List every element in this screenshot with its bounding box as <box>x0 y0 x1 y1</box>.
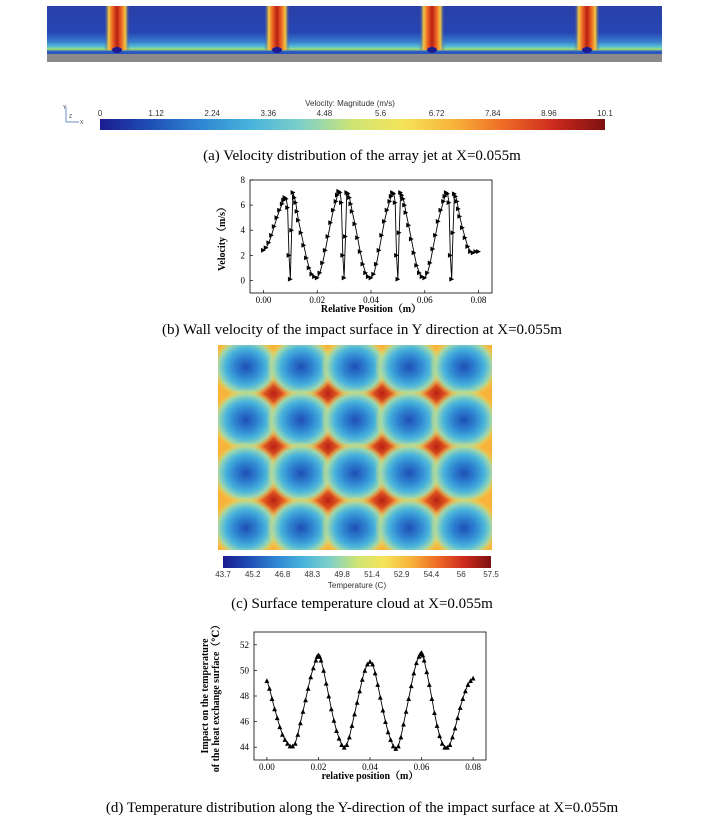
data-point <box>347 735 352 740</box>
caption-b: (b) Wall velocity of the impact surface in Y direction at X=0.055m <box>162 322 562 338</box>
jet-plume <box>104 6 130 50</box>
x-tick-label: 0.04 <box>363 295 379 305</box>
caption-c: (c) Surface temperature cloud at X=0.055m <box>231 596 493 612</box>
data-point <box>406 696 411 701</box>
data-point <box>280 732 285 737</box>
series-line <box>263 191 478 279</box>
velocity-contour-image <box>47 6 662 62</box>
data-point <box>386 729 391 734</box>
velocity-colorbar-tick: 10.1 <box>597 109 613 118</box>
velocity-colorbar-tick: 7.84 <box>484 109 501 118</box>
data-point <box>471 676 476 681</box>
temperature-colorbar-tick: 56 <box>456 570 466 579</box>
x-tick-label: 0.06 <box>416 295 433 305</box>
y-tick-label: 8 <box>240 175 245 185</box>
temperature-colorbar-tick: 46.8 <box>274 570 291 579</box>
data-point <box>429 696 434 701</box>
temperature-colorbar-tick: 45.2 <box>244 570 261 579</box>
data-point <box>414 660 419 665</box>
x-tick-label: 0.02 <box>310 762 327 772</box>
data-point <box>463 688 468 693</box>
data-point <box>344 742 349 747</box>
y-tick-label: 44 <box>240 742 249 753</box>
data-point <box>277 724 282 729</box>
data-point <box>425 271 430 276</box>
velocity-colorbar <box>88 98 628 134</box>
data-point <box>315 276 320 281</box>
data-point <box>401 722 406 727</box>
y-tick-label: 4 <box>240 225 245 236</box>
data-point <box>295 732 300 737</box>
x-tick-label: 0.08 <box>465 762 481 772</box>
wall-strip <box>47 54 662 62</box>
data-point <box>269 233 274 238</box>
data-point <box>274 215 279 220</box>
y-tick-label: 2 <box>240 250 245 261</box>
temperature-colorbar-gradient <box>223 556 491 568</box>
data-point <box>264 678 269 683</box>
data-point <box>463 235 468 240</box>
y-tick-label: 52 <box>240 639 249 650</box>
data-point <box>424 669 429 674</box>
data-point <box>352 712 357 717</box>
temperature-colorbar-title: Temperature (C) <box>327 581 387 590</box>
velocity-colorbar-tick: 2.24 <box>204 109 221 118</box>
x-axis-label: Relative Position（m） <box>320 304 422 315</box>
data-point <box>308 674 313 679</box>
temperature-colorbar <box>212 555 502 591</box>
data-point <box>460 696 465 701</box>
y-tick-label: 48 <box>240 691 249 701</box>
data-point <box>306 686 311 691</box>
data-point <box>435 723 440 728</box>
x-tick-label: 0.00 <box>255 295 272 305</box>
data-point <box>396 744 401 749</box>
velocity-colorbar-tick: 1.12 <box>148 109 164 118</box>
temperature-colorbar-tick: 43.7 <box>215 570 231 579</box>
cold-spot <box>430 389 498 451</box>
data-point <box>301 709 306 714</box>
y-axis-label: Impact on the temperature <box>200 638 211 754</box>
data-point <box>337 736 342 741</box>
data-point <box>440 741 445 746</box>
data-point <box>371 272 376 277</box>
data-point <box>324 681 329 686</box>
data-point <box>326 694 331 699</box>
data-point <box>373 671 378 676</box>
velocity-colorbar-tick: 3.36 <box>260 109 277 118</box>
jet-plume <box>574 6 600 50</box>
data-point <box>422 276 427 281</box>
data-point <box>277 208 282 213</box>
cold-spot <box>430 497 498 559</box>
data-point <box>267 686 272 691</box>
data-point <box>409 683 414 688</box>
data-point <box>339 742 344 747</box>
y-tick-label: 0 <box>240 275 245 286</box>
data-point <box>458 705 463 710</box>
data-point <box>380 708 385 713</box>
data-point <box>383 719 388 724</box>
data-point <box>411 671 416 676</box>
cold-spot <box>430 336 498 398</box>
data-point <box>378 695 383 700</box>
wall-velocity-chart <box>200 172 500 315</box>
y-tick-label: 46 <box>240 716 249 727</box>
data-point <box>298 720 303 725</box>
data-point <box>272 224 277 229</box>
data-point <box>422 658 427 663</box>
data-point <box>450 735 455 740</box>
temperature-colorbar-tick: 52.9 <box>393 570 410 579</box>
cold-spot <box>430 442 498 504</box>
velocity-colorbar-gradient <box>100 119 605 130</box>
data-point <box>388 737 393 742</box>
velocity-colorbar-tick: 5.6 <box>374 109 387 118</box>
jet-plume <box>264 6 290 50</box>
data-point <box>283 737 288 742</box>
temperature-colorbar-tick: 49.8 <box>334 570 350 579</box>
x-tick-label: 0.00 <box>259 762 275 772</box>
data-point <box>391 744 396 749</box>
data-point <box>357 688 362 693</box>
data-point <box>270 696 275 701</box>
x-tick-label: 0.06 <box>413 762 430 772</box>
data-point <box>399 735 404 740</box>
data-point <box>448 742 453 747</box>
x-tick-label: 0.04 <box>362 762 378 772</box>
temperature-distribution-chart <box>196 619 496 790</box>
data-point <box>272 706 277 711</box>
axis-triad-icon <box>62 104 84 126</box>
y-axis-label: Velocity（m/s） <box>217 201 228 272</box>
data-point <box>293 741 298 746</box>
y-tick-label: 50 <box>240 665 249 676</box>
data-point <box>275 715 280 720</box>
data-point <box>453 726 458 731</box>
temperature-colorbar-tick: 57.5 <box>483 570 499 579</box>
data-point <box>350 723 355 728</box>
caption-d: (d) Temperature distribution along the Y-direction of the impact surface at X=0.055m <box>105 800 619 816</box>
y-axis-label: of the heat exchange surface（℃） <box>211 619 222 773</box>
data-point <box>432 710 437 715</box>
velocity-colorbar-tick: 6.72 <box>428 109 445 118</box>
data-point <box>437 733 442 738</box>
y-tick-label: 6 <box>240 200 245 211</box>
data-point <box>329 706 334 711</box>
data-point <box>375 682 380 687</box>
triad-x-label: X <box>80 120 84 126</box>
data-point <box>400 193 405 198</box>
velocity-colorbar-tick: 0 <box>97 109 103 118</box>
velocity-colorbar-tick: 4.48 <box>316 109 333 118</box>
jet-plume <box>419 6 445 50</box>
x-tick-label: 0.02 <box>309 295 326 305</box>
data-point <box>280 201 285 206</box>
data-point <box>455 715 460 720</box>
data-point <box>404 709 409 714</box>
data-point <box>360 677 365 682</box>
temperature-contour-image <box>218 345 492 550</box>
data-point <box>355 700 360 705</box>
velocity-colorbar-tick: 8.96 <box>541 109 557 118</box>
data-point <box>465 244 470 249</box>
temperature-colorbar-tick: 54.4 <box>423 570 440 579</box>
triad-z-label: Z <box>69 114 73 120</box>
data-point <box>264 245 269 250</box>
data-point <box>334 728 339 733</box>
x-tick-label: 0.08 <box>470 295 487 305</box>
data-point <box>427 682 432 687</box>
data-point <box>476 249 481 254</box>
x-axis-label: relative position（m） <box>321 771 419 782</box>
data-point <box>321 668 326 673</box>
triad-y-label: Y <box>63 105 67 111</box>
caption-a: (a) Velocity distribution of the array jet at X=0.055m <box>203 148 521 164</box>
velocity-colorbar-title: Velocity: Magnitude (m/s) <box>305 99 395 108</box>
temperature-colorbar-tick: 48.3 <box>304 570 321 579</box>
data-point <box>368 659 373 664</box>
data-point <box>266 240 271 245</box>
data-point <box>303 697 308 702</box>
data-point <box>362 668 367 673</box>
temperature-colorbar-tick: 51.4 <box>364 570 380 579</box>
data-point <box>311 665 316 670</box>
data-point <box>332 718 337 723</box>
